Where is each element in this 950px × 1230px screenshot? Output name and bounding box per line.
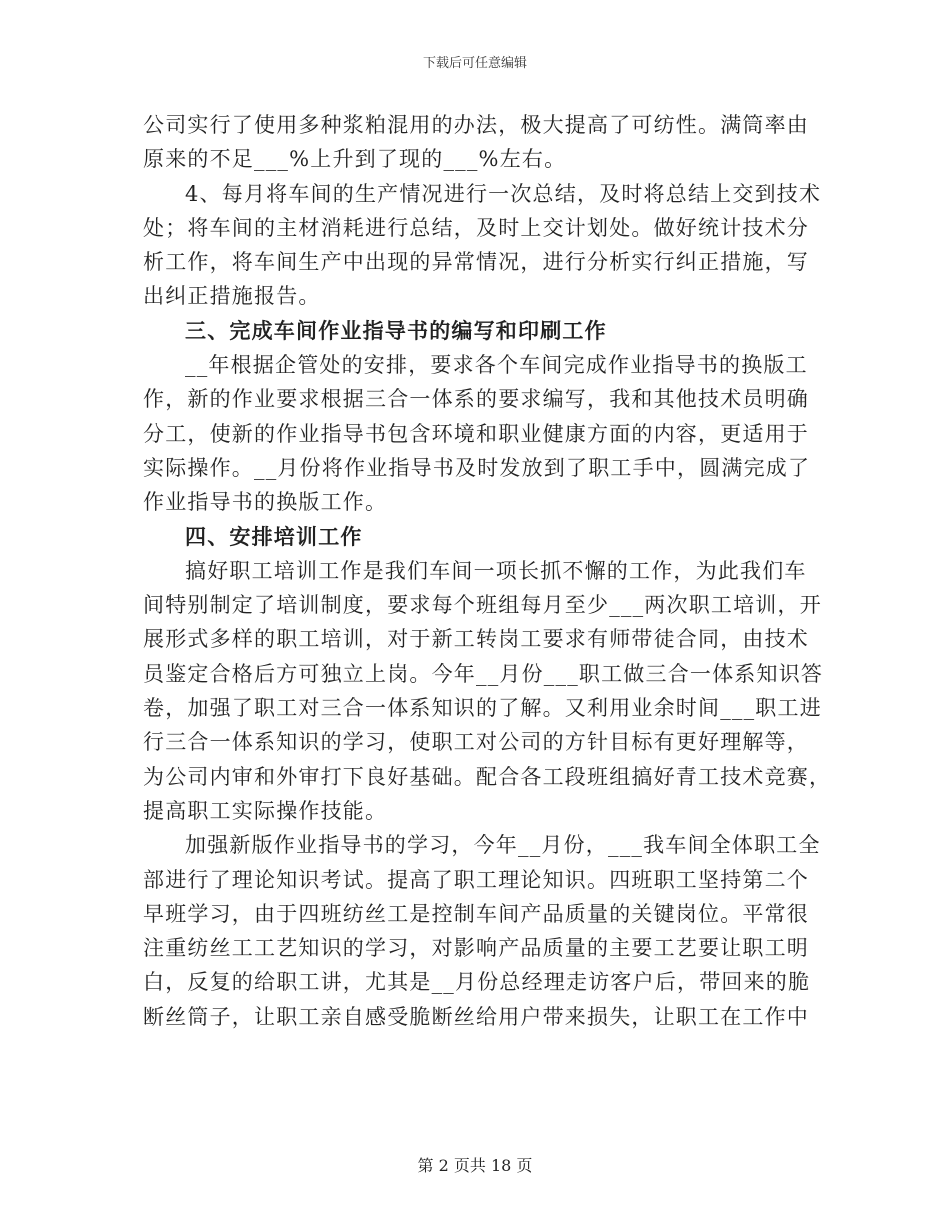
text-line: 作业指导书的换版工作。	[143, 490, 388, 515]
section-heading: 三、完成车间作业指导书的编写和印刷工作	[185, 317, 607, 343]
text-line: 实际操作。__月份将作业指导书及时发放到了职工手中，圆满完成了	[143, 455, 811, 480]
page-header: 下载后可任意编辑	[422, 56, 527, 71]
text-line: 卷，加强了职工对三合一体系知识的了解。又利用业余时间___职工进	[143, 696, 822, 721]
text-line: 早班学习，由于四班纺丝工是控制车间产品质量的关键岗位。平常很	[143, 901, 809, 926]
page-footer: 第 2 页共 18 页	[417, 1156, 533, 1175]
text-line: 公司实行了使用多种浆粕混用的办法，极大提高了可纺性。满筒率由	[143, 113, 809, 137]
text-line: 行三合一体系知识的学习，使职工对公司的方针目标有更好理解等，	[143, 730, 809, 755]
text-line: 析工作，将车间生产中出现的异常情况，进行分析实行纠正措施，写	[143, 250, 809, 275]
text-line: 部进行了理论知识考试。提高了职工理论知识。四班职工坚持第二个	[143, 867, 809, 892]
text-line: 为公司内审和外审打下良好基础。配合各工段班组搞好青工技术竞赛，	[143, 764, 832, 789]
text-line: 展形式多样的职工培训，对于新工转岗工要求有师带徒合同，由技术	[143, 627, 809, 652]
text-line: 处；将车间的主材消耗进行总结，及时上交计划处。做好统计技术分	[143, 215, 809, 240]
text-line: 分工，使新的作业指导书包含环境和职业健康方面的内容，更适用于	[143, 421, 809, 446]
text-line: 作，新的作业要求根据三合一体系的要求编写，我和其他技术员明确	[143, 387, 809, 412]
text-line: 员鉴定合格后方可独立上岗。今年__月份___职工做三合一体系知识答	[143, 661, 824, 686]
text-line: 断丝筒子，让职工亲自感受脆断丝给用户带来损失，让职工在工作中	[143, 1004, 809, 1029]
text-line: 间特别制定了培训制度，要求每个班组每月至少___两次职工培训，开	[143, 593, 822, 618]
text-line: 搞好职工培训工作是我们车间一项长抓不懈的工作，为此我们车	[185, 558, 807, 583]
text-line: 白，反复的给职工讲，尤其是__月份总经理走访客户后，带回来的脆	[143, 970, 811, 995]
document-body	[143, 108, 832, 1034]
text-line: 出纠正措施报告。	[143, 284, 321, 309]
section-heading: 四、安排培训工作	[185, 523, 363, 549]
text-line: 4、每月将车间的生产情况进行一次总结，及时将总结上交到技术	[185, 181, 822, 206]
text-line: 原来的不足___%上升到了现的___%左右。	[143, 147, 567, 172]
text-line: 提高职工实际操作技能。	[143, 798, 388, 823]
text-line: __年根据企管处的安排，要求各个车间完成作业指导书的换版工	[185, 353, 808, 378]
text-line: 加强新版作业指导书的学习，今年__月份，___我车间全体职工全	[185, 833, 821, 858]
text-line: 注重纺丝工工艺知识的学习，对影响产品质量的主要工艺要让职工明	[143, 936, 809, 961]
